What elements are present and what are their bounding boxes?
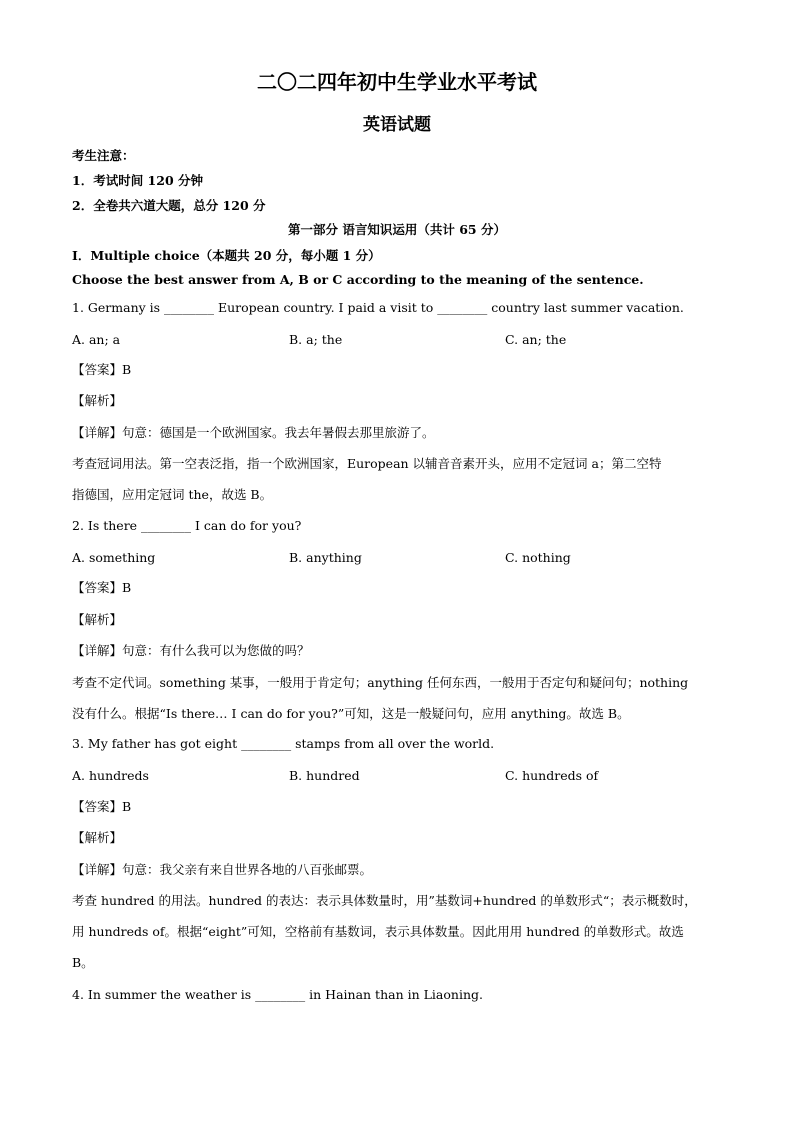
option-a: A. an; a <box>72 332 121 347</box>
question-stem: 4. In summer the weather is ________ in Hainan than in Liaoning. <box>72 987 483 1002</box>
detail-line: 考查 hundred 的用法。hundred 的表达：表示具体数量时，用”基数词+hundred 的单数形式“；表示概数时， <box>72 893 697 908</box>
detail-line: 用 hundreds of。根据“eight”可知，空格前有基数词，表示具体数量。因此用用 hundred 的单数形式。故选 <box>72 924 684 939</box>
analysis-label: 【解析】 <box>72 393 123 408</box>
detail-line: 【详解】句意：有什么我可以为您做的吗？ <box>72 643 310 658</box>
part-title: 第一部分 语言知识运用（共计 65 分） <box>288 222 506 237</box>
notice-item: 2．全卷共六道大题，总分 120 分 <box>72 198 266 213</box>
option-b: B. a; the <box>289 332 343 347</box>
section-heading: Ⅰ．Multiple choice（本题共 20 分，每小题 1 分） <box>72 248 381 263</box>
detail-line: 【详解】句意：我父亲有来自世界各地的八百张邮票。 <box>72 862 373 877</box>
option-c: C. hundreds of <box>505 768 599 783</box>
analysis-label: 【解析】 <box>72 612 123 627</box>
notice-heading: 考生注意： <box>72 148 135 163</box>
detail-line: 没有什么。根据“Is there… I can do for you?”可知，这是一般疑问句，应用 anything。故选 B。 <box>72 706 630 721</box>
question-stem: 1. Germany is ________ European country. I paid a visit to ________ country last summer vacation. <box>72 300 684 315</box>
exam-title: 二〇二四年初中生学业水平考试 <box>257 70 537 94</box>
exam-subtitle: 英语试题 <box>363 115 431 135</box>
answer-label: 【答案】B <box>72 580 132 595</box>
notice-item: 1．考试时间 120 分钟 <box>72 173 203 188</box>
option-c: C. nothing <box>505 550 571 565</box>
section-instruction: Choose the best answer from A, B or C according to the meaning of the sentence. <box>72 272 644 287</box>
detail-line: 考查冠词用法。第一空表泛指，指一个欧洲国家，European 以辅音音素开头，应用不定冠词 a；第二空特 <box>72 456 662 471</box>
option-a: A. something <box>72 550 156 565</box>
detail-line: B。 <box>72 955 94 970</box>
detail-line: 考查不定代词。something 某事，一般用于肯定句；anything 任何东西，一般用于否定句和疑问句；nothing <box>72 675 689 690</box>
option-a: A. hundreds <box>72 768 149 783</box>
analysis-label: 【解析】 <box>72 830 123 845</box>
answer-label: 【答案】B <box>72 799 132 814</box>
detail-line: 【详解】句意：德国是一个欧洲国家。我去年暑假去那里旅游了。 <box>72 425 435 440</box>
question-stem: 3. My father has got eight ________ stamps from all over the world. <box>72 736 495 751</box>
detail-line: 指德国，应用定冠词 the，故选 B。 <box>72 487 273 502</box>
answer-label: 【答案】B <box>72 362 132 377</box>
option-b: B. hundred <box>289 768 360 783</box>
option-c: C. an; the <box>505 332 567 347</box>
option-b: B. anything <box>289 550 362 565</box>
question-stem: 2. Is there ________ I can do for you? <box>72 518 302 533</box>
